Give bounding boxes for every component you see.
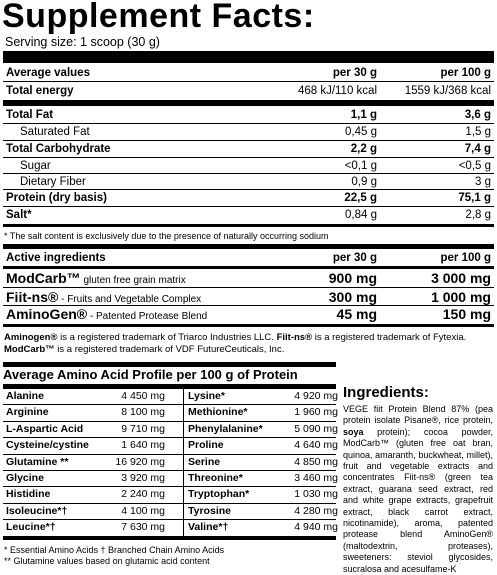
divider [183, 421, 336, 422]
nutrient-col2: 2,8 g [465, 209, 491, 221]
nutrient-col2: 1,5 g [465, 126, 491, 138]
nutrient-col2: <0,5 g [458, 160, 491, 172]
divider [3, 157, 494, 158]
divider [3, 140, 494, 141]
nutrient-label: Salt* [6, 209, 32, 221]
amino-acid-value: 4 940 mg [294, 521, 338, 534]
amino-footnote-1: * Essential Amino Acids † Branched Chain Amino Acids [4, 545, 225, 555]
amino-acid-value: 2 240 mg [121, 488, 165, 501]
nutrient-col2: 3,6 g [464, 109, 491, 121]
divider [183, 404, 336, 405]
divider [3, 206, 494, 207]
active-header-col2: per 100 g [440, 252, 491, 264]
amino-acid-name: Threonine* [188, 472, 243, 484]
active-header-col1: per 30 g [332, 252, 377, 264]
thick-rule [3, 100, 494, 106]
amino-acid-name: Glutamine ** [6, 455, 69, 468]
amino-acid-value: 3 460 mg [294, 472, 338, 484]
serving-size: Serving size: 1 scoop (30 g) [5, 35, 160, 49]
amino-acid-name: Arginine [6, 406, 49, 419]
header-label: Average values [6, 67, 90, 79]
active-col1: 300 mg [328, 289, 377, 305]
nutrient-label: Saturated Fat [20, 126, 90, 138]
amino-acid-value: 1 960 mg [294, 406, 338, 419]
amino-acid-name: Methionine* [188, 406, 248, 419]
nutrient-label: Sugar [20, 160, 51, 172]
active-col2: 150 mg [442, 306, 491, 322]
amino-acid-value: 4 920 mg [294, 390, 338, 402]
divider [3, 470, 183, 471]
nutrient-col1: <0,1 g [344, 160, 377, 172]
amino-acid-value: 4 640 mg [294, 439, 338, 452]
amino-acid-value: 4 100 mg [121, 504, 165, 517]
amino-acid-value: 3 920 mg [121, 472, 165, 484]
amino-acid-value: 5 090 mg [294, 422, 338, 435]
amino-title: Average Amino Acid Profile per 100 g of Protein [3, 367, 298, 382]
ingredients-title: Ingredients: [343, 384, 429, 401]
amino-acid-name: Isoleucine*† [6, 504, 68, 517]
header-col1: per 30 g [332, 67, 377, 79]
divider [183, 437, 336, 438]
amino-acid-name: Proline [188, 439, 224, 452]
thick-rule [3, 266, 494, 269]
trademark-line-2: ModCarb™ is a registered trademark of VDF FutureCeuticals, Inc. [4, 344, 285, 355]
energy-col1: 468 kJ/110 kcal [297, 85, 377, 97]
thick-rule [3, 384, 336, 389]
active-name: Fiit-ns® - Fruits and Vegetable Complex [6, 289, 202, 305]
amino-acid-name: Leucine*† [6, 521, 56, 534]
amino-acid-name: Phenylalanine* [188, 422, 263, 435]
thick-rule [3, 51, 494, 63]
divider [183, 470, 336, 471]
amino-acid-name: Serine [188, 455, 221, 468]
amino-acid-value: 4 280 mg [294, 504, 338, 517]
divider [3, 454, 183, 455]
nutrient-col2: 3 g [475, 176, 491, 188]
nutrient-col1: 22,5 g [344, 192, 377, 204]
amino-acid-value: 7 630 mg [121, 521, 165, 534]
salt-note: * The salt content is exclusively due to the presence of naturally occurring sodium [4, 231, 329, 241]
page-title: Supplement Facts: [2, 0, 315, 35]
divider [3, 503, 183, 504]
divider [3, 189, 494, 190]
energy-col2: 1559 kJ/368 kcal [404, 85, 491, 97]
divider [3, 421, 183, 422]
thick-rule [3, 324, 494, 327]
active-col1: 45 mg [336, 306, 377, 322]
nutrient-col2: 7,4 g [464, 143, 491, 155]
ingredients-text: VEGE fiit Protein Blend 87% (pea protein isolate Pisane®, rice protein, soya protein); cocoa powder, ModCarb™ (gluten free oat bran, quinoa, amaranth, buckwheat, millet), fruit and vegetable extracts and concentrates Fiit-ns® (green tea extract, guarana seed extract, red and white grape extracts, grapefruit extract, black carrot extract, nicotinamide), aroma, patented protease blend AminoGen® (maltodextrin, proteases), sweeteners: steviol glycosides, sucralosa and acesulfame-K [343, 404, 493, 574]
amino-acid-value: 9 710 mg [121, 422, 165, 435]
nutrient-col1: 2,2 g [350, 143, 377, 155]
nutrient-col2: 75,1 g [458, 192, 491, 204]
active-col2: 1 000 mg [431, 289, 491, 305]
active-header-label: Active ingredients [6, 252, 106, 264]
nutrient-label: Total Carbohydrate [6, 143, 111, 155]
divider [183, 503, 336, 504]
active-col2: 3 000 mg [431, 270, 491, 286]
divider [183, 519, 336, 520]
nutrient-col1: 0,84 g [345, 209, 377, 221]
active-name: AminoGen® - Patented Protease Blend [6, 306, 208, 322]
active-col1: 900 mg [328, 270, 377, 286]
nutrient-col1: 0,9 g [351, 176, 377, 188]
thick-rule [3, 536, 336, 540]
thick-rule [3, 224, 494, 227]
divider [3, 123, 494, 124]
thick-rule [3, 244, 494, 249]
divider [3, 287, 494, 288]
divider [3, 486, 183, 487]
divider [3, 437, 183, 438]
amino-acid-name: Histidine [6, 488, 51, 501]
amino-acid-name: L-Aspartic Acid [6, 422, 84, 435]
nutrient-label: Dietary Fiber [20, 176, 86, 188]
amino-acid-value: 16 920 mg [115, 455, 165, 468]
nutrient-col1: 1,1 g [350, 109, 377, 121]
amino-footnote-2: ** Glutamine values based on glutamic acid content [4, 556, 210, 566]
amino-acid-name: Tryptophan* [188, 488, 250, 501]
amino-acid-name: Alanine [6, 390, 44, 402]
header-col2: per 100 g [440, 67, 491, 79]
divider [3, 81, 494, 82]
divider [183, 454, 336, 455]
amino-acid-value: 1 030 mg [294, 488, 338, 501]
column-divider [183, 389, 184, 536]
amino-acid-name: Glycine [6, 472, 44, 484]
amino-acid-name: Lysine* [188, 390, 225, 402]
amino-acid-value: 8 100 mg [121, 406, 165, 419]
nutrient-col1: 0,45 g [345, 126, 377, 138]
divider [183, 486, 336, 487]
energy-label: Total energy [6, 85, 74, 97]
nutrient-label: Total Fat [6, 109, 54, 121]
divider [3, 173, 494, 174]
amino-acid-name: Cysteine/cystine [6, 439, 89, 452]
amino-acid-value: 4 450 mg [121, 390, 165, 402]
divider [3, 519, 183, 520]
active-name: ModCarb™ gluten free grain matrix [6, 270, 186, 286]
amino-acid-value: 4 850 mg [294, 455, 338, 468]
amino-acid-name: Valine*† [188, 521, 229, 534]
amino-acid-value: 1 640 mg [121, 439, 165, 452]
divider [3, 404, 183, 405]
amino-acid-name: Tyrosine [188, 504, 231, 517]
trademark-line-1: Aminogen® is a registered trademark of Triarco Industries LLC. Fiit-ns® is a registered trademark of Fytexia. [4, 332, 467, 343]
nutrient-label: Protein (dry basis) [6, 192, 107, 204]
